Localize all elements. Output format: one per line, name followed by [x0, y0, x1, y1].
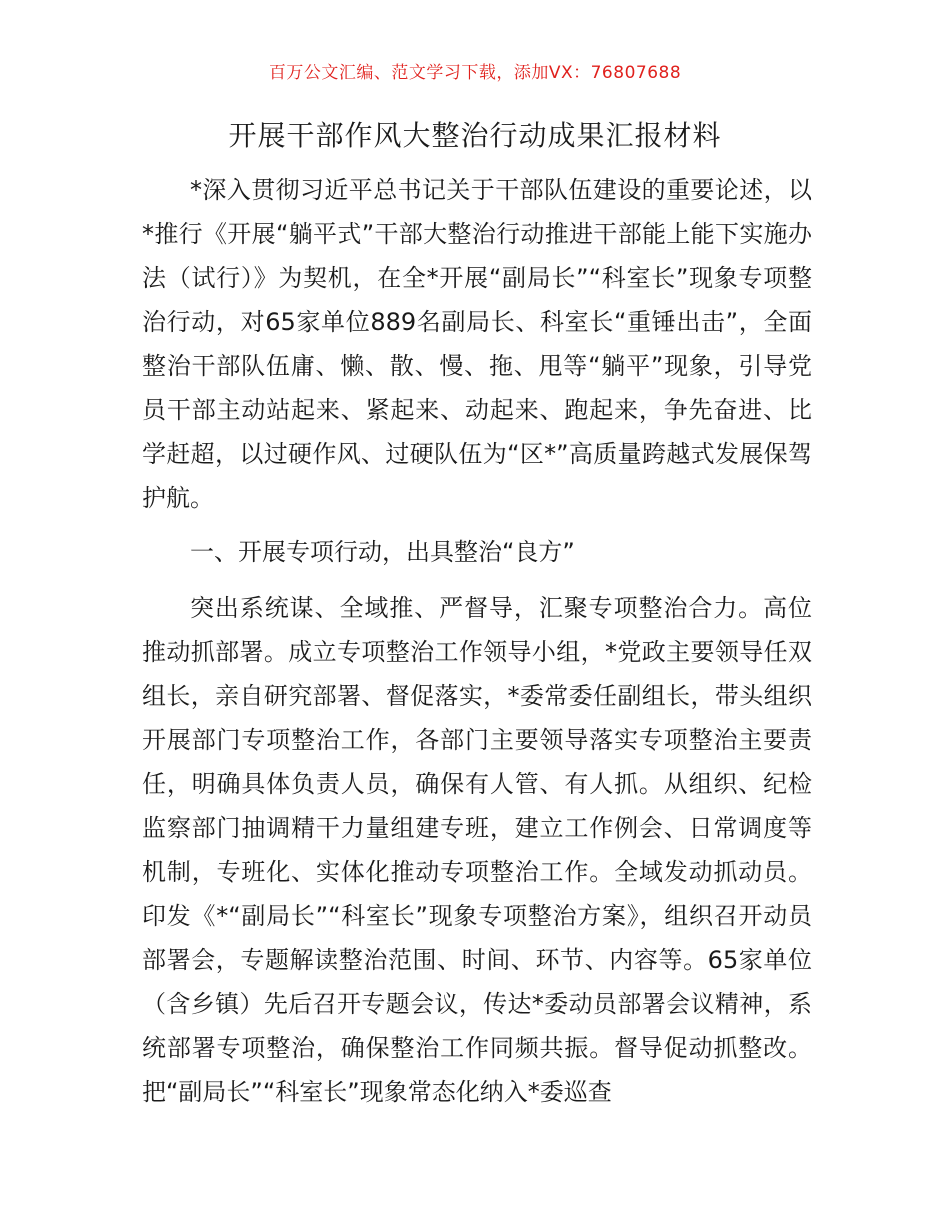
section-paragraph: 突出系统谋、全域推、严督导，汇聚专项整治合力。高位推动抓部署。成立专项整治工作领导小组，*党政主要领导任双组长，亲自研究部署、督促落实，*委常委任副组长，带头组织开展部门专项整治工作，各部门主要领导落实专项整治主要责任，明确具体负责人员，确保有人管、有人抓。从组织、纪检监察部门抽调精干力量组建专班，建立工作例会、日常调度等机制，专班化、实体化推动专项整治工作。全域发动抓动员。印发《*“副局长”“科室长”现象专项整治方案》，组织召开动员部署会，专题解读整治范围、时间、环节、内容等。65家单位（含乡镇）先后召开专题会议，传达*委动员部署会议精神，系统部署专项整治，确保整治工作同频共振。督导促动抓整改。把“副局长”“科室长”现象常态化纳入*委巡查	[142, 594, 812, 1106]
section-heading: 一、开展专项行动，出具整治“良方”	[190, 538, 575, 566]
download-watermark: 百万公文汇编、范文学习下载，添加VX：76807688	[268, 63, 682, 83]
document-title: 开展干部作风大整治行动成果汇报材料	[228, 119, 722, 152]
document-body	[142, 168, 812, 1114]
intro-paragraph: *深入贯彻习近平总书记关于干部队伍建设的重要论述，以*推行《开展“躺平式”干部大整治行动推进干部能上能下实施办法（试行）》为契机，在全*开展“副局长”“科室长”现象专项整治行动，对65家单位889名副局长、科室长“重锤出击”，全面整治干部队伍庸、懒、散、慢、拖、甩等“躺平”现象，引导党员干部主动站起来、紧起来、动起来、跑起来，争先奋进、比学赶超，以过硬作风、过硬队伍为“区*”高质量跨越式发展保驾护航。	[142, 176, 812, 512]
